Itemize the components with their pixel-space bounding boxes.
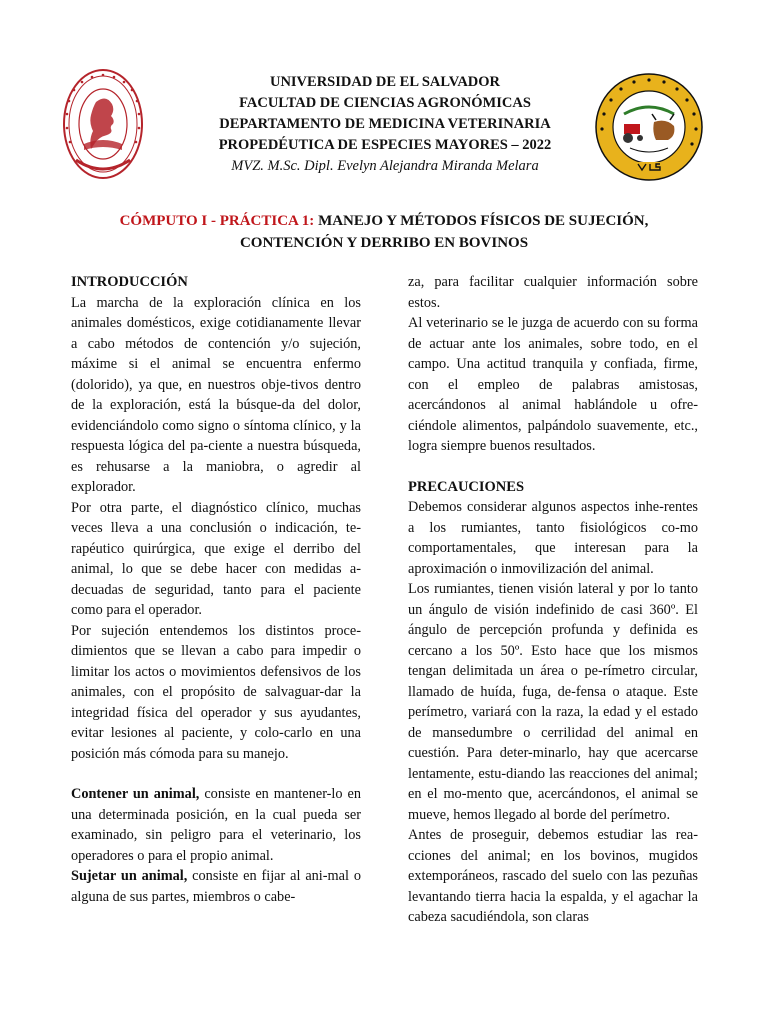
intro-paragraph-2: Por otra parte, el diagnóstico clínico, muchas veces lleva a una conclusión o indicación, te-rapéutico quirúrgica, que exige el derribo del animal, lo que se debe hacer con medidas a-decuadas de seguridad, tanto para el paciente como para el operador.	[71, 499, 361, 618]
right-paragraph-1: za, para facilitar cualquier información sobre estos.	[408, 274, 698, 311]
university-seal-icon	[62, 68, 144, 180]
course-name: PROPEDÉUTICA DE ESPECIES MAYORES – 2022	[218, 137, 552, 153]
right-column	[408, 272, 698, 928]
precautions-paragraph-2: Los rumiantes, tienen visión lateral y por lo tanto un ángulo de visión indefinido de casi 360º. El ángulo de percepción profunda y definida es cercano a los 50º. Esto hace que los mismos tengan delimitada un área o pe-rímetro circular, llamado de huída, fuga, de-fensa o ataque. Este perímetro, variará con la raza, la edad y el estado de mansedumbre o cerrilidad del animal en cuestión. Para deter-minarlo, hay que acercarse lentamente, estu-diando las reacciones del animal; en el mo-mento que, acercándonos, el animal se mueve, hemos llegado al borde del perímetro.	[408, 581, 698, 823]
title-label: CÓMPUTO I - PRÁCTICA 1:	[119, 213, 315, 229]
contener-term: Contener un animal,	[71, 786, 200, 802]
intro-heading: INTRODUCCIÓN	[71, 274, 188, 290]
sujetar-paragraph	[71, 866, 361, 907]
contener-paragraph	[71, 784, 361, 866]
faculty-seal-icon	[594, 72, 704, 182]
faculty-name: FACULTAD DE CIENCIAS AGRONÓMICAS	[239, 95, 531, 111]
author-name: MVZ. M.Sc. Dipl. Evelyn Alejandra Miranda Melara	[231, 158, 539, 174]
precautions-paragraph-3: Antes de proseguir, debemos estudiar las rea-cciones del animal; en los bovinos, mugidos extemporáneos, rascado del suelo con las pezuñas levantando tierra hacia la espalda, y el agachar la cabeza sacudiéndola, son claras	[408, 827, 698, 925]
contener-text: consiste en mantener-lo en una determinada posición, en la cual pueda ser examinado, sin peligro para el veterinario, los operadores o para el propio animal.	[71, 786, 361, 864]
sujetar-text: consiste en fijar al ani-mal o alguna de sus partes, miembros o cabe-	[71, 868, 361, 905]
intro-paragraph-3: Por sujeción entendemos los distintos proce-dimientos que se llevan a cabo para impedir o limitar los actos o movimientos defensivos de los animales, con el propósito de salvaguar-dar la integridad física del operador y sus ayudantes, evitar lesiones al paciente, y colo-carlo en una posición más cómoda para su manejo.	[71, 622, 361, 762]
right-paragraph-2: Al veterinario se le juzga de acuerdo con su forma de actuar ante los animales, sobre todo, en el campo. Una actitud tranquila y confiada, firme, con el empleo de palabras amistosas, acercándonos al animal hablándole u ofre-ciéndole alimentos, palpándolo suavemente, etc., logra siempre buenos resultados.	[408, 315, 698, 454]
precautions-heading: PRECAUCIONES	[408, 478, 525, 495]
precautions-paragraph-1: Debemos considerar algunos aspectos inhe-rentes a los rumiantes, tanto fisiológicos co-mo comportamentales, que interesan para la aproximación o inmovilización del animal.	[408, 499, 698, 577]
title-line-1: MANEJO Y MÉTODOS FÍSICOS DE SUJECIÓN,	[314, 213, 649, 229]
document-header	[0, 66, 768, 196]
practice-title	[60, 210, 708, 254]
sujetar-term: Sujetar un animal,	[71, 868, 188, 884]
university-name: UNIVERSIDAD DE EL SALVADOR	[269, 74, 501, 90]
title-line-2: CONTENCIÓN Y DERRIBO EN BOVINOS	[239, 235, 529, 251]
department-name: DEPARTAMENTO DE MEDICINA VETERINARIA	[219, 116, 551, 132]
intro-paragraph-1: La marcha de la exploración clínica en los animales domésticos, exige cotidianamente llevar a cabo métodos de contención y/o sujeción, máxime si el animal se encuentra enfermo (dolorido), ya que, en nuestros obje-tivos dentro de la exploración, está la búsque-da del dolor, evidenciándolo como signo o síntoma clínico, y la respuesta lógica del pa-ciente a nuestra búsqueda, es rehusarse a la maniobra, o agredir al explorador.	[71, 294, 361, 495]
left-column	[71, 272, 361, 907]
header-text-block	[190, 72, 580, 177]
